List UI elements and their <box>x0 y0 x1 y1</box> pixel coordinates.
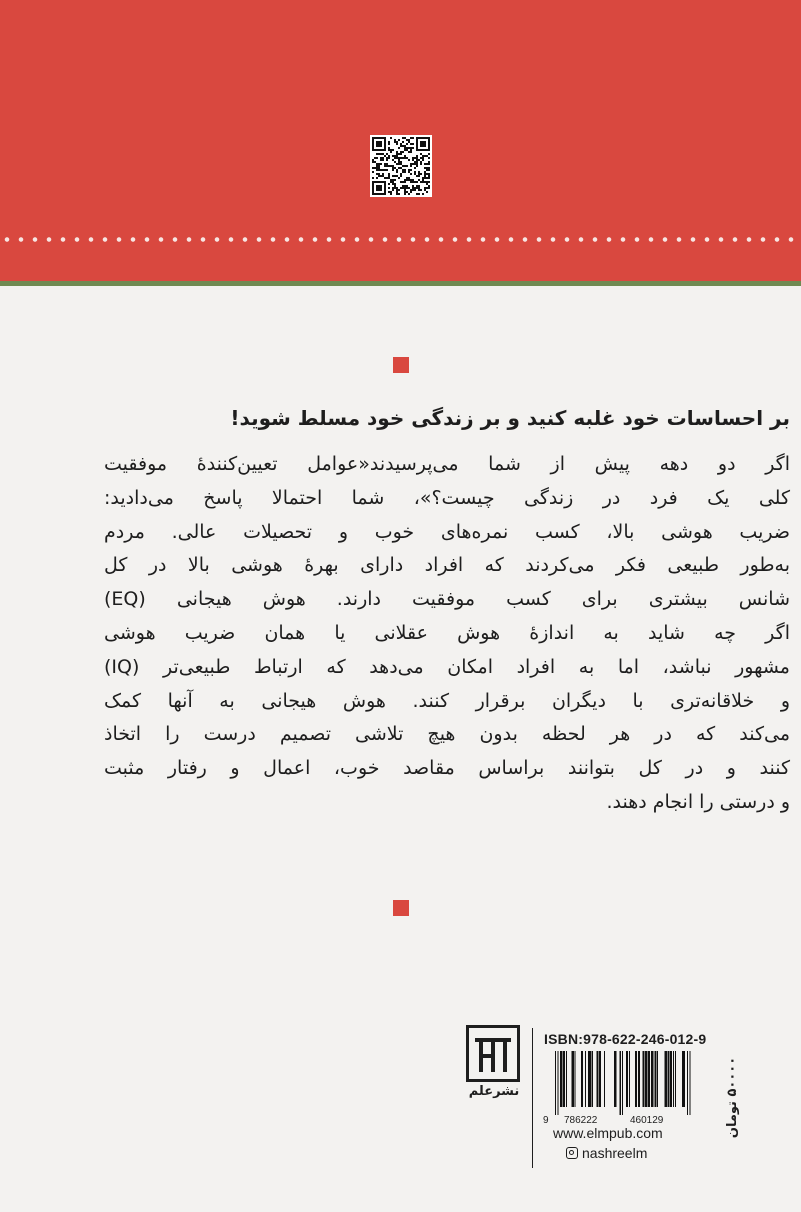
blurb-line: (IQ) مشهور نباشد، اما به افراد امکان می‌دهد که ارتباط طبیعی‌تر <box>104 655 790 678</box>
publisher-logo-graphic <box>469 1028 517 1079</box>
headline: بر احساسات خود غلبه کنید و بر زندگی خود مسلط شوید! <box>230 406 790 430</box>
blurb-line: شانس بیشتری برای کسب موفقیت دارند. هوش هیجانی (EQ) <box>104 588 790 611</box>
price-label: ۵۰۰۰۰ تومان <box>725 1056 741 1139</box>
blurb-line: اگر دو دهه پیش از شما می‌پرسیدند«عوامل تعیین‌کنندهٔ موفقیت <box>104 453 790 475</box>
blurb-line: و خلاقانه‌تری با دیگران برقرار کنند. هوش هیجانی به آنها کمک <box>104 689 790 712</box>
qr-code-graphic <box>372 137 430 195</box>
blurb-line: می‌کند که در هر لحظه بدون هیچ تلاشی تصمیم درست را اتخاذ <box>104 723 790 746</box>
publisher-logo-icon <box>466 1025 520 1082</box>
accent-line <box>0 281 801 286</box>
bottom-square-marker <box>393 900 409 916</box>
blurb-line: و درستی را انجام دهند. <box>606 790 790 813</box>
blurb-line: کنند و در کل بتوانند براساس مقاصد خوب، اعمال و رفتار مثبت <box>104 757 790 780</box>
qr-code-icon[interactable] <box>370 135 432 197</box>
publisher-name: نشرعلم <box>468 1084 520 1099</box>
isbn-label: ISBN:978-622-246-012-9 <box>544 1031 707 1047</box>
instagram-icon <box>566 1147 578 1159</box>
blurb-line: ضریب هوشی بالا، کسب نمره‌های خوب و تحصیلات عالی. مردم <box>104 520 790 543</box>
website-link[interactable]: www.elmpub.com <box>553 1125 663 1141</box>
blurb-paragraph <box>104 448 790 820</box>
blurb-line: اگر چه شاید به اندازهٔ هوش عقلانی یا همان ضریب هوشی <box>104 621 790 644</box>
barcode-digits-right: 460129 <box>630 1115 664 1126</box>
top-square-marker <box>393 357 409 373</box>
blurb-line: به‌طور طبیعی فکر می‌کردند که افراد دارای بهرهٔ هوشی بالا در کل <box>104 554 790 577</box>
blurb-line: کلی یک فرد در زندگی چیست؟»، شما احتمالا پاسخ می‌دادید: <box>104 486 790 509</box>
instagram-handle[interactable] <box>566 1145 647 1161</box>
info-divider <box>532 1028 533 1168</box>
barcode-graphic <box>553 1051 693 1115</box>
barcode-digits-left: 786222 <box>564 1115 598 1126</box>
dotted-divider <box>0 237 801 242</box>
instagram-label: nashreelm <box>582 1145 648 1161</box>
barcode-digit-first: 9 <box>543 1115 549 1126</box>
